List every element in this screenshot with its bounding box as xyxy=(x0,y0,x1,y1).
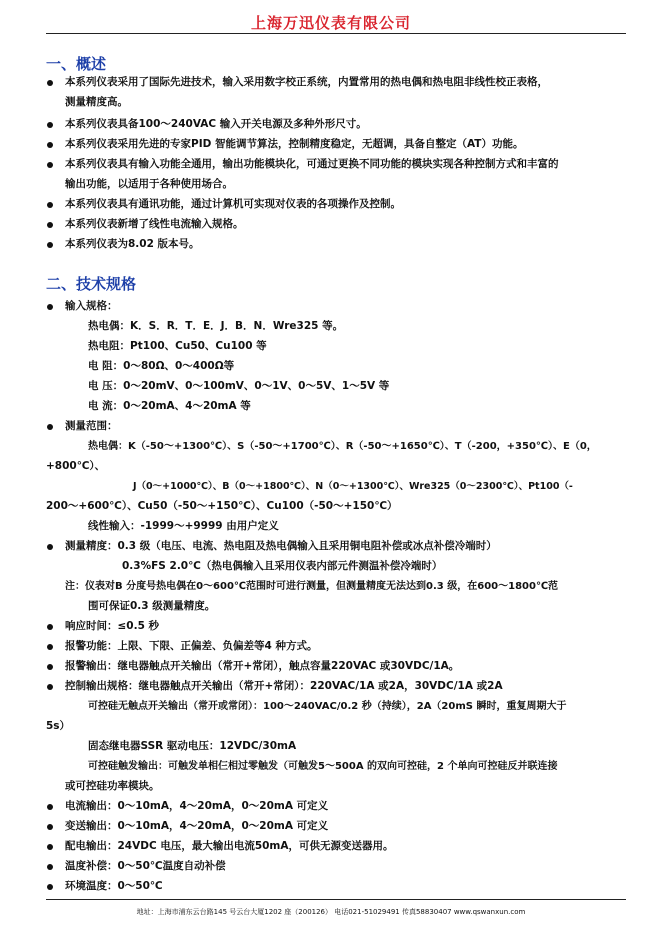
spec-line: 报警功能：上限、下限、正偏差、负偏差等4 种方式。 xyxy=(65,640,318,652)
spec-line: 电流输出：0～10mA，4～20mA，0～20mA 可定义 xyxy=(65,800,329,812)
spec-line: 电 压：0～20mV、0～100mV、0～1V、0～5V、1～5V 等 xyxy=(88,380,390,392)
bullet-icon xyxy=(47,804,53,810)
section-heading-overview: 一、概述 xyxy=(46,55,107,73)
spec-line: 或可控硅功率模块。 xyxy=(65,780,160,792)
spec-line: 测量范围： xyxy=(65,420,118,432)
overview-line: 本系列仪表具有通讯功能，通过计算机可实现对仪表的各项操作及控制。 xyxy=(65,198,401,210)
spec-line: 电 流：0～20mA、4～20mA 等 xyxy=(88,400,251,412)
overview-line: 本系列仪表具有输入功能全通用，输出功能模块化，可通过更换不同功能的模块实现各种控制方式和丰富的 xyxy=(65,158,559,170)
spec-line: 配电输出：24VDC 电压，最大输出电流50mA，可供无源变送器用。 xyxy=(65,840,394,852)
bullet-icon xyxy=(47,202,53,208)
spec-line: 可控硅无触点开关输出（常开或常闭）：100～240VAC/0.2 秒（持续），2A（20mS 瞬时，重复周期大于 xyxy=(88,701,567,712)
spec-line: 变送输出：0～10mA，4～20mA，0～20mA 可定义 xyxy=(65,820,329,832)
spec-line: 响应时间：≤0.5 秒 xyxy=(65,620,160,632)
footer-address: 地址：上海市浦东云台路145 号云台大厦1202 座（200126） 电话021-51029491 传真58830407 www.qswanxun.com xyxy=(136,908,526,916)
spec-line: 可控硅触发输出：可触发单相仨相过零触发（可触发5～500A 的双向可控硅，2 个单向可控硅反并联连接 xyxy=(88,761,558,772)
spec-line: 热电阻：Pt100、Cu50、Cu100 等 xyxy=(88,340,267,352)
spec-line: 温度补偿：0～50℃温度自动补偿 xyxy=(65,860,226,872)
bullet-icon xyxy=(47,142,53,148)
overview-line: 本系列仪表新增了线性电流输入规格。 xyxy=(65,218,244,230)
bullet-icon xyxy=(47,544,53,550)
spec-line: 热电偶：K（-50～+1300℃）、S（-50～+1700℃）、R（-50～+1650℃）、T（-200，+350℃）、E（0， xyxy=(88,441,597,452)
spec-line: 5s） xyxy=(46,720,71,732)
bullet-icon xyxy=(47,644,53,650)
bullet-icon xyxy=(47,824,53,830)
section-heading-specs: 二、技术规格 xyxy=(46,275,137,293)
spec-line: 报警输出：继电器触点开关输出（常开+常闭），触点容量220VAC 或30VDC/1A。 xyxy=(65,660,460,672)
bullet-icon xyxy=(47,684,53,690)
bullet-icon xyxy=(47,162,53,168)
bullet-icon xyxy=(47,424,53,430)
bullet-icon xyxy=(47,304,53,310)
overview-line: 本系列仪表具备100～240VAC 输入开关电源及多种外形尺寸。 xyxy=(65,118,367,130)
bullet-icon xyxy=(47,122,53,128)
bullet-icon xyxy=(47,884,53,890)
bullet-icon xyxy=(47,80,53,86)
overview-line: 本系列仪表采用先进的专家PID 智能调节算法，控制精度稳定，无超调，具备自整定（AT）功能。 xyxy=(65,138,524,150)
overview-line: 输出功能，以适用于各种使用场合。 xyxy=(65,178,233,190)
spec-line: J（0～+1000℃）、B（0～+1800℃）、N（0～+1300℃）、Wre325（0～2300℃）、Pt100（- xyxy=(133,481,573,492)
header-divider xyxy=(46,33,626,34)
spec-line: 输入规格： xyxy=(65,300,118,312)
bullet-icon xyxy=(47,844,53,850)
spec-line: 200～+600℃）、Cu50（-50～+150℃）、Cu100（-50～+150℃） xyxy=(46,500,398,512)
spec-line: 固态继电器SSR 驱动电压：12VDC/30mA xyxy=(88,740,297,752)
bullet-icon xyxy=(47,242,53,248)
spec-line: 线性输入：-1999～+9999 由用户定义 xyxy=(88,520,279,532)
spec-line: +800℃）、 xyxy=(46,460,106,472)
spec-line: 环境温度：0～50℃ xyxy=(65,880,163,892)
overview-line: 本系列仪表采用了国际先进技术，输入采用数字校正系统，内置常用的热电偶和热电阻非线性校正表格， xyxy=(65,76,548,88)
spec-line: 热电偶：K．S．R．T．E．J．B．N．Wre325 等。 xyxy=(88,320,344,332)
overview-line: 测量精度高。 xyxy=(65,96,128,108)
bullet-icon xyxy=(47,664,53,670)
spec-line: 测量精度：0.3 级（电压、电流、热电阻及热电偶输入且采用铜电阻补偿或冰点补偿冷端时） xyxy=(65,540,497,552)
spec-line: 注：仪表对B 分度号热电偶在0～600℃范围时可进行测量，但测量精度无法达到0.3 级，在600～1800℃范 xyxy=(65,581,559,592)
spec-line: 0.3%FS 2.0℃（热电偶输入且采用仪表内部元件测温补偿冷端时） xyxy=(122,560,443,572)
overview-line: 本系列仪表为8.02 版本号。 xyxy=(65,238,200,250)
bullet-icon xyxy=(47,222,53,228)
spec-line: 控制输出规格：继电器触点开关输出（常开+常闭）：220VAC/1A 或2A，30VDC/1A 或2A xyxy=(65,680,503,692)
bullet-icon xyxy=(47,864,53,870)
bullet-icon xyxy=(47,624,53,630)
spec-line: 电 阻：0～80Ω、0～400Ω等 xyxy=(88,360,235,372)
company-name: 上海万迅仪表有限公司 xyxy=(250,14,411,32)
spec-line: 围可保证0.3 级测量精度。 xyxy=(88,600,216,612)
footer-divider xyxy=(46,899,626,900)
